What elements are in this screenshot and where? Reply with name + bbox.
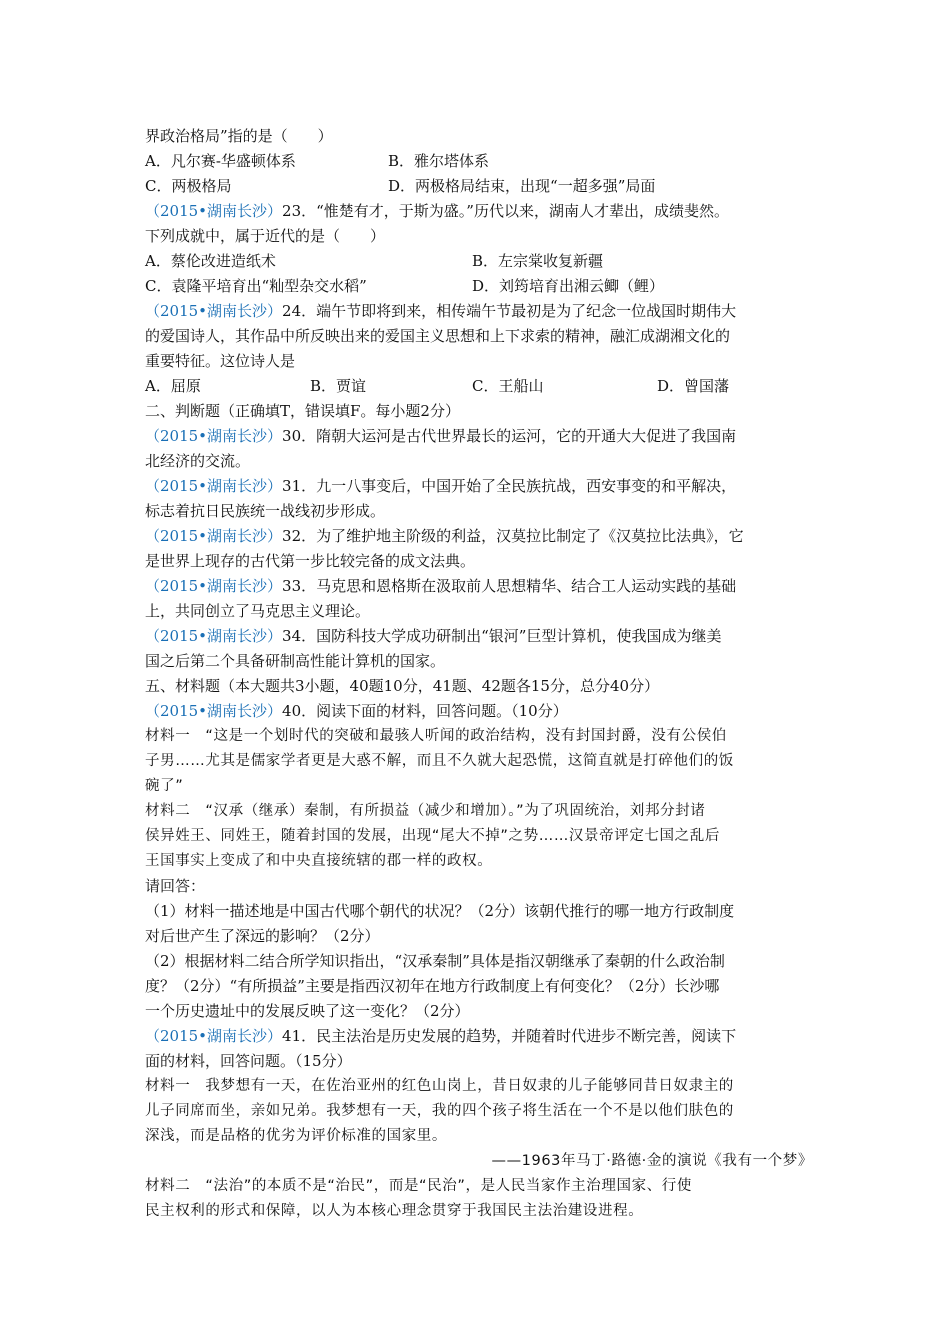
q41-material-2-line-1: 材料二 “法治”的本质不是“治民”，而是“民治”，是人民当家作主治理国家、行使 bbox=[145, 1178, 692, 1194]
q41-material-2-line-2: 民主权利的形式和保障，以人为本核心理念贯穿于我国民主法治建设进程。 bbox=[145, 1203, 644, 1219]
q23-option-c: C．袁隆平培育出“籼型杂交水稻” bbox=[145, 277, 367, 295]
q34-line-1: （2015•湖南长沙）34．国防科技大学成功研制出“银河”巨型计算机，使我国成为继美 bbox=[145, 627, 722, 645]
q40-sub1-line-1: （1）材料一描述地是中国古代哪个朝代的状况？（2分）该朝代推行的哪一地方行政制度 bbox=[145, 902, 735, 920]
q40-sub2-line-2: 度？（2分）“有所损益”主要是指西汉初年在地方行政制度上有何变化？（2分）长沙哪 bbox=[145, 977, 720, 995]
q23-options-row2 bbox=[145, 274, 813, 299]
q22-stem: 界政治格局”指的是（ ） bbox=[145, 127, 333, 145]
q40-sub1-line-2: 对后世产生了深远的影响？（2分） bbox=[145, 927, 380, 945]
q41-source: （2015•湖南长沙） bbox=[145, 1027, 283, 1045]
q40-stem: （2015•湖南长沙）40．阅读下面的材料，回答问题。（10分） bbox=[145, 702, 568, 720]
document-content bbox=[145, 124, 813, 1224]
q23-option-d: D．刘筠培育出湘云鲫（鲤） bbox=[472, 277, 665, 295]
q34-source: （2015•湖南长沙） bbox=[145, 627, 283, 645]
q22-options-row1 bbox=[145, 149, 813, 174]
section-2-heading: 二、判断题（正确填T，错误填F。每小题2分） bbox=[145, 402, 460, 420]
q24-stem: （2015•湖南长沙）24．端午节即将到来，相传端午节最初是为了纪念一位战国时期伟大 bbox=[145, 302, 737, 320]
q24-source: （2015•湖南长沙） bbox=[145, 302, 283, 320]
q40-source: （2015•湖南长沙） bbox=[145, 702, 283, 720]
q41-material-1-citation: ——1963年马丁·路德·金的演说《我有一个梦》 bbox=[491, 1153, 813, 1169]
q41-line-2: 面的材料，回答问题。（15分） bbox=[145, 1052, 352, 1070]
q24-options bbox=[145, 374, 813, 399]
q40-material-2-line-1: 材料二 “汉承（继承）秦制，有所损益（减少和增加）。”为了巩固统治，刘邦分封诸 bbox=[145, 803, 706, 819]
q40-sub2-line-1: （2）根据材料二结合所学知识指出，“汉承秦制”具体是指汉朝继承了秦朝的什么政治制 bbox=[145, 952, 725, 970]
q41-material-1-line-3: 深浅，而是品格的优劣为评价标准的国家里。 bbox=[145, 1128, 447, 1144]
q40-ask: 请回答： bbox=[145, 877, 206, 895]
q23-options-row1 bbox=[145, 249, 813, 274]
q22-options-row2 bbox=[145, 174, 813, 199]
q40-material-1-line-2: 子男……尤其是儒家学者更是大惑不解，而且不久就大起恐慌，这简直就是打碎他们的饭 bbox=[145, 753, 734, 769]
q40-sub2-line-3: 一个历史遗址中的发展反映了这一变化？（2分） bbox=[145, 1002, 470, 1020]
q41-material-1-line-1: 材料一 我梦想有一天，在佐治亚州的红色山岗上，昔日奴隶的儿子能够同昔日奴隶主的 bbox=[145, 1078, 734, 1094]
q31-source: （2015•湖南长沙） bbox=[145, 477, 283, 495]
q24-stem-3: 重要特征。这位诗人是 bbox=[145, 352, 296, 370]
q40-material-1-line-1: 材料一 “这是一个划时代的突破和最骇人听闻的政治结构，没有封国封爵，没有公侯伯 bbox=[145, 728, 727, 744]
q40-material-2-line-2: 侯异姓王、同姓王，随着封国的发展，出现“尾大不掉”之势……汉景帝评定七国之乱后 bbox=[145, 828, 720, 844]
q40-material-1-line-3: 碗了” bbox=[145, 778, 184, 794]
q41-line-1: （2015•湖南长沙）41．民主法治是历史发展的趋势，并随着时代进步不断完善，阅读下 bbox=[145, 1027, 737, 1045]
q33-line-2: 上，共同创立了马克思主义理论。 bbox=[145, 602, 371, 620]
q32-source: （2015•湖南长沙） bbox=[145, 527, 283, 545]
q33-source: （2015•湖南长沙） bbox=[145, 577, 283, 595]
section-5-heading: 五、材料题（本大题共3小题，40题10分，41题、42题各15分，总分40分） bbox=[145, 677, 660, 695]
q32-line-1: （2015•湖南长沙）32．为了维护地主阶级的利益，汉莫拉比制定了《汉莫拉比法典》，它 bbox=[145, 527, 744, 545]
q24-option-c: C．王船山 bbox=[472, 377, 544, 395]
q22-option-a: A．凡尔赛-华盛顿体系 bbox=[145, 152, 296, 170]
q23-option-b: B．左宗棠收复新疆 bbox=[472, 252, 604, 270]
q24-option-b: B．贾谊 bbox=[310, 377, 367, 395]
q33-line-1: （2015•湖南长沙）33．马克思和恩格斯在汲取前人思想精华、结合工人运动实践的基础 bbox=[145, 577, 737, 595]
q22-option-c: C．两极格局 bbox=[145, 177, 232, 195]
q30-source: （2015•湖南长沙） bbox=[145, 427, 283, 445]
q32-line-2: 是世界上现存的古代第一步比较完备的成文法典。 bbox=[145, 552, 476, 570]
q23-option-a: A．蔡伦改进造纸术 bbox=[145, 252, 276, 270]
q30-line-1: （2015•湖南长沙）30．隋朝大运河是古代世界最长的运河，它的开通大大促进了我国南 bbox=[145, 427, 737, 445]
q24-option-a: A．屈原 bbox=[145, 377, 201, 395]
q22-option-d: D．两极格局结束，出现“一超多强”局面 bbox=[388, 177, 656, 195]
q24-option-d: D．曾国藩 bbox=[657, 377, 730, 395]
q23-stem: （2015•湖南长沙）23．“惟楚有才，于斯为盛。”历代以来，湖南人才辈出，成绩斐然。 bbox=[145, 202, 729, 220]
q23-source: （2015•湖南长沙） bbox=[145, 202, 283, 220]
q41-material-1-line-2: 儿子同席而坐，亲如兄弟。我梦想有一天，我的四个孩子将生活在一个不是以他们肤色的 bbox=[145, 1103, 734, 1119]
q34-line-2: 国之后第二个具备研制高性能计算机的国家。 bbox=[145, 652, 446, 670]
q40-material-2-line-3: 王国事实上变成了和中央直接统辖的郡一样的政权。 bbox=[145, 853, 493, 869]
q22-option-b: B．雅尔塔体系 bbox=[388, 152, 490, 170]
q23-stem-2: 下列成就中，属于近代的是（ ） bbox=[145, 227, 386, 245]
q31-line-1: （2015•湖南长沙）31．九一八事变后，中国开始了全民族抗战，西安事变的和平解决， bbox=[145, 477, 737, 495]
q24-stem-2: 的爱国诗人，其作品中所反映出来的爱国主义思想和上下求索的精神，融汇成湖湘文化的 bbox=[145, 327, 731, 345]
q31-line-2: 标志着抗日民族统一战线初步形成。 bbox=[145, 502, 386, 520]
q30-line-2: 北经济的交流。 bbox=[145, 452, 251, 470]
